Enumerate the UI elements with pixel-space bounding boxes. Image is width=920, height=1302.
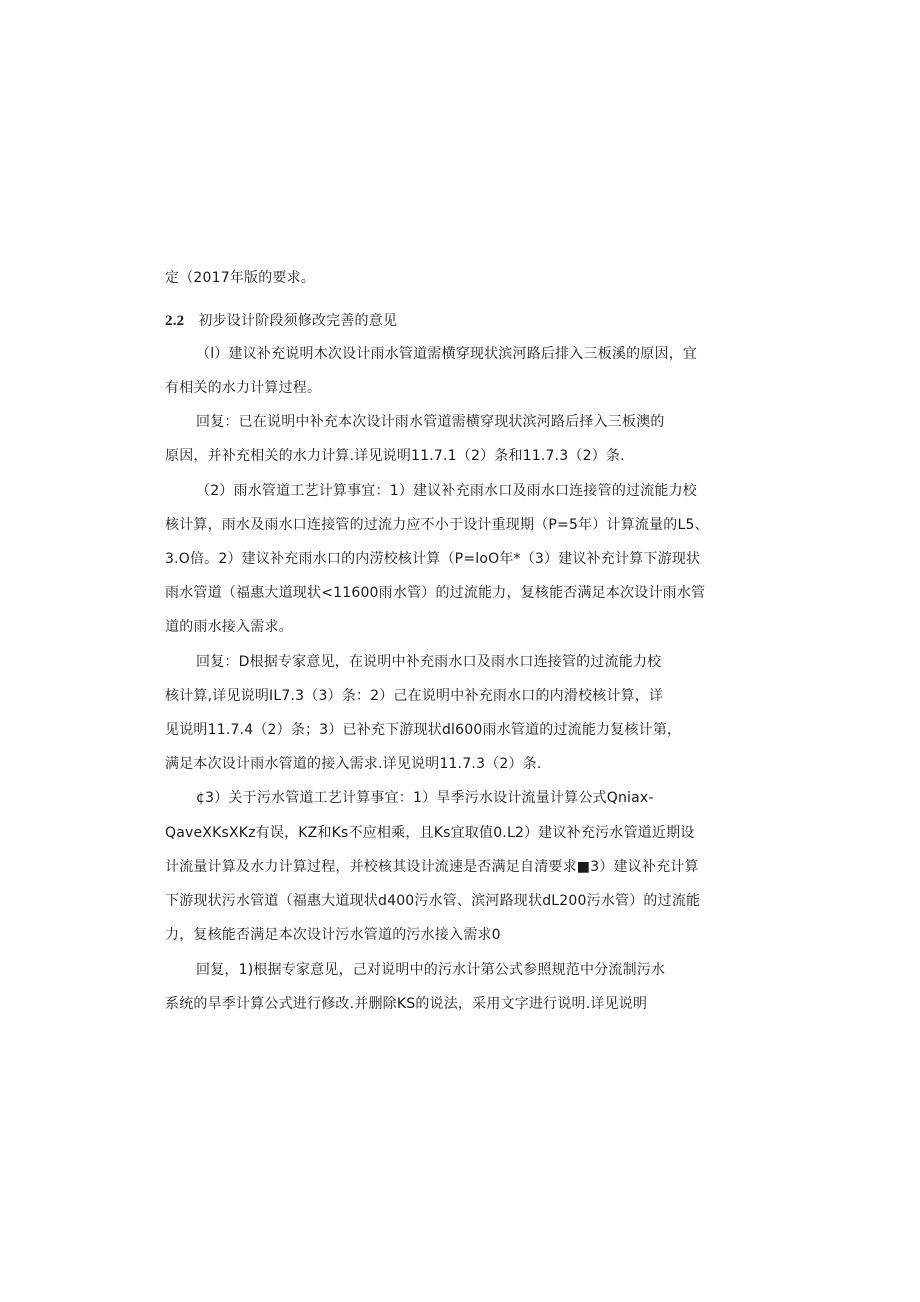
text-line-9 xyxy=(165,549,700,569)
line-text: 计流量计算及水力计算过程，并校核其设计流速是否满足自清要求■3）建议补充计算 xyxy=(165,859,699,875)
line-text: ¢3）关于污水管道工艺计算事宜：1）旱季污水设计流量计算公式Qniax- xyxy=(196,790,654,806)
text-line-21 xyxy=(196,960,665,980)
line-text: QaveXKsXKz有误，KZ和Ks不应相乘，且Ks宜取值0.L2）建议补充污水管道近期设 xyxy=(165,825,695,841)
text-line-19 xyxy=(165,891,700,911)
text-line-22 xyxy=(165,994,647,1014)
text-line-7 xyxy=(196,481,697,501)
section-heading-2-2 xyxy=(165,311,397,331)
text-line-14 xyxy=(165,720,681,740)
line-text: 回复，1)根据专家意见，己对说明中的污水计第公式参照规范中分流制污水 xyxy=(196,962,666,978)
line-text: 系统的旱季计算公式进行修改.并删除KS的说法，采用文字进行说明.详见说明 xyxy=(165,996,648,1012)
text-line-6 xyxy=(165,446,625,466)
text-line-16 xyxy=(196,788,654,808)
text-line-4 xyxy=(165,378,321,398)
text-line-11 xyxy=(165,617,293,637)
text-line-15 xyxy=(165,754,542,774)
text-line-18 xyxy=(165,857,699,877)
text-line-13 xyxy=(165,686,663,706)
text-line-12 xyxy=(196,652,661,672)
text-line-3 xyxy=(196,344,697,364)
line-text: 见说明11.7.4（2）条；3）已补充下游现状dl600雨水管道的过流能力复核计第， xyxy=(165,722,682,738)
line-text: 原因，并补充相关的水力计算.详见说明11.7.1（2）条和11.7.3（2）条. xyxy=(165,448,625,464)
section-number: 2.2 xyxy=(165,313,185,329)
line-text: 核计算,详见说明IL7.3（3）条：2）己在说明中补充雨水口的内滑校核计算，详 xyxy=(165,688,664,704)
text-line-10 xyxy=(165,583,705,603)
text-line-1 xyxy=(165,268,315,288)
line-text: 定（2017年版的要求。 xyxy=(165,270,316,286)
text-line-5 xyxy=(196,412,665,432)
line-text: 回复：D根据专家意见，在说明中补充雨水口及雨水口连接管的过流能力校 xyxy=(196,654,662,670)
line-text: 有相关的水力计算过程。 xyxy=(165,380,322,396)
line-text: （l）建议补充说明木次设计雨水管道需横穿现状滨河路后排入三板溪的原因，宜 xyxy=(196,346,698,362)
line-text: 雨水管道（福惠大道现状<11600雨水管）的过流能力，复核能否满足本次设计雨水管 xyxy=(165,585,706,601)
line-text: 道的雨水接入需求。 xyxy=(165,619,293,635)
line-text: 3.O倍。2）建议补充雨水口的内涝校核计算（P=loO年*（3）建议补充计算下游现状 xyxy=(165,551,701,567)
text-line-8 xyxy=(165,515,709,535)
text-line-17 xyxy=(165,823,694,843)
line-text: 回复：已在说明中补充本次设计雨水管道需横穿现状滨河路后择入三板澳的 xyxy=(196,414,665,430)
line-text: 力，复核能否满足本次设计污水管道的污水接入需求0 xyxy=(165,927,501,943)
text-line-20 xyxy=(165,925,501,945)
section-title: 初步设计阶段须修改完善的意见 xyxy=(198,313,398,329)
line-text: 核计算，雨水及雨水口连接管的过流力应不小于设计重现期（P=5年）计算流量的L5、 xyxy=(165,517,709,533)
line-text: 下游现状污水管道（福惠大道现状d400污水管、滨河路现状dL200污水管）的过流能 xyxy=(165,893,701,909)
line-text: 满足本次设计雨水管道的接入需求.详见说明11.7.3（2）条. xyxy=(165,756,542,772)
line-text: （2）雨水管道工艺计算事宜：1）建议补充雨水口及雨水口连接管的过流能力校 xyxy=(196,483,698,499)
